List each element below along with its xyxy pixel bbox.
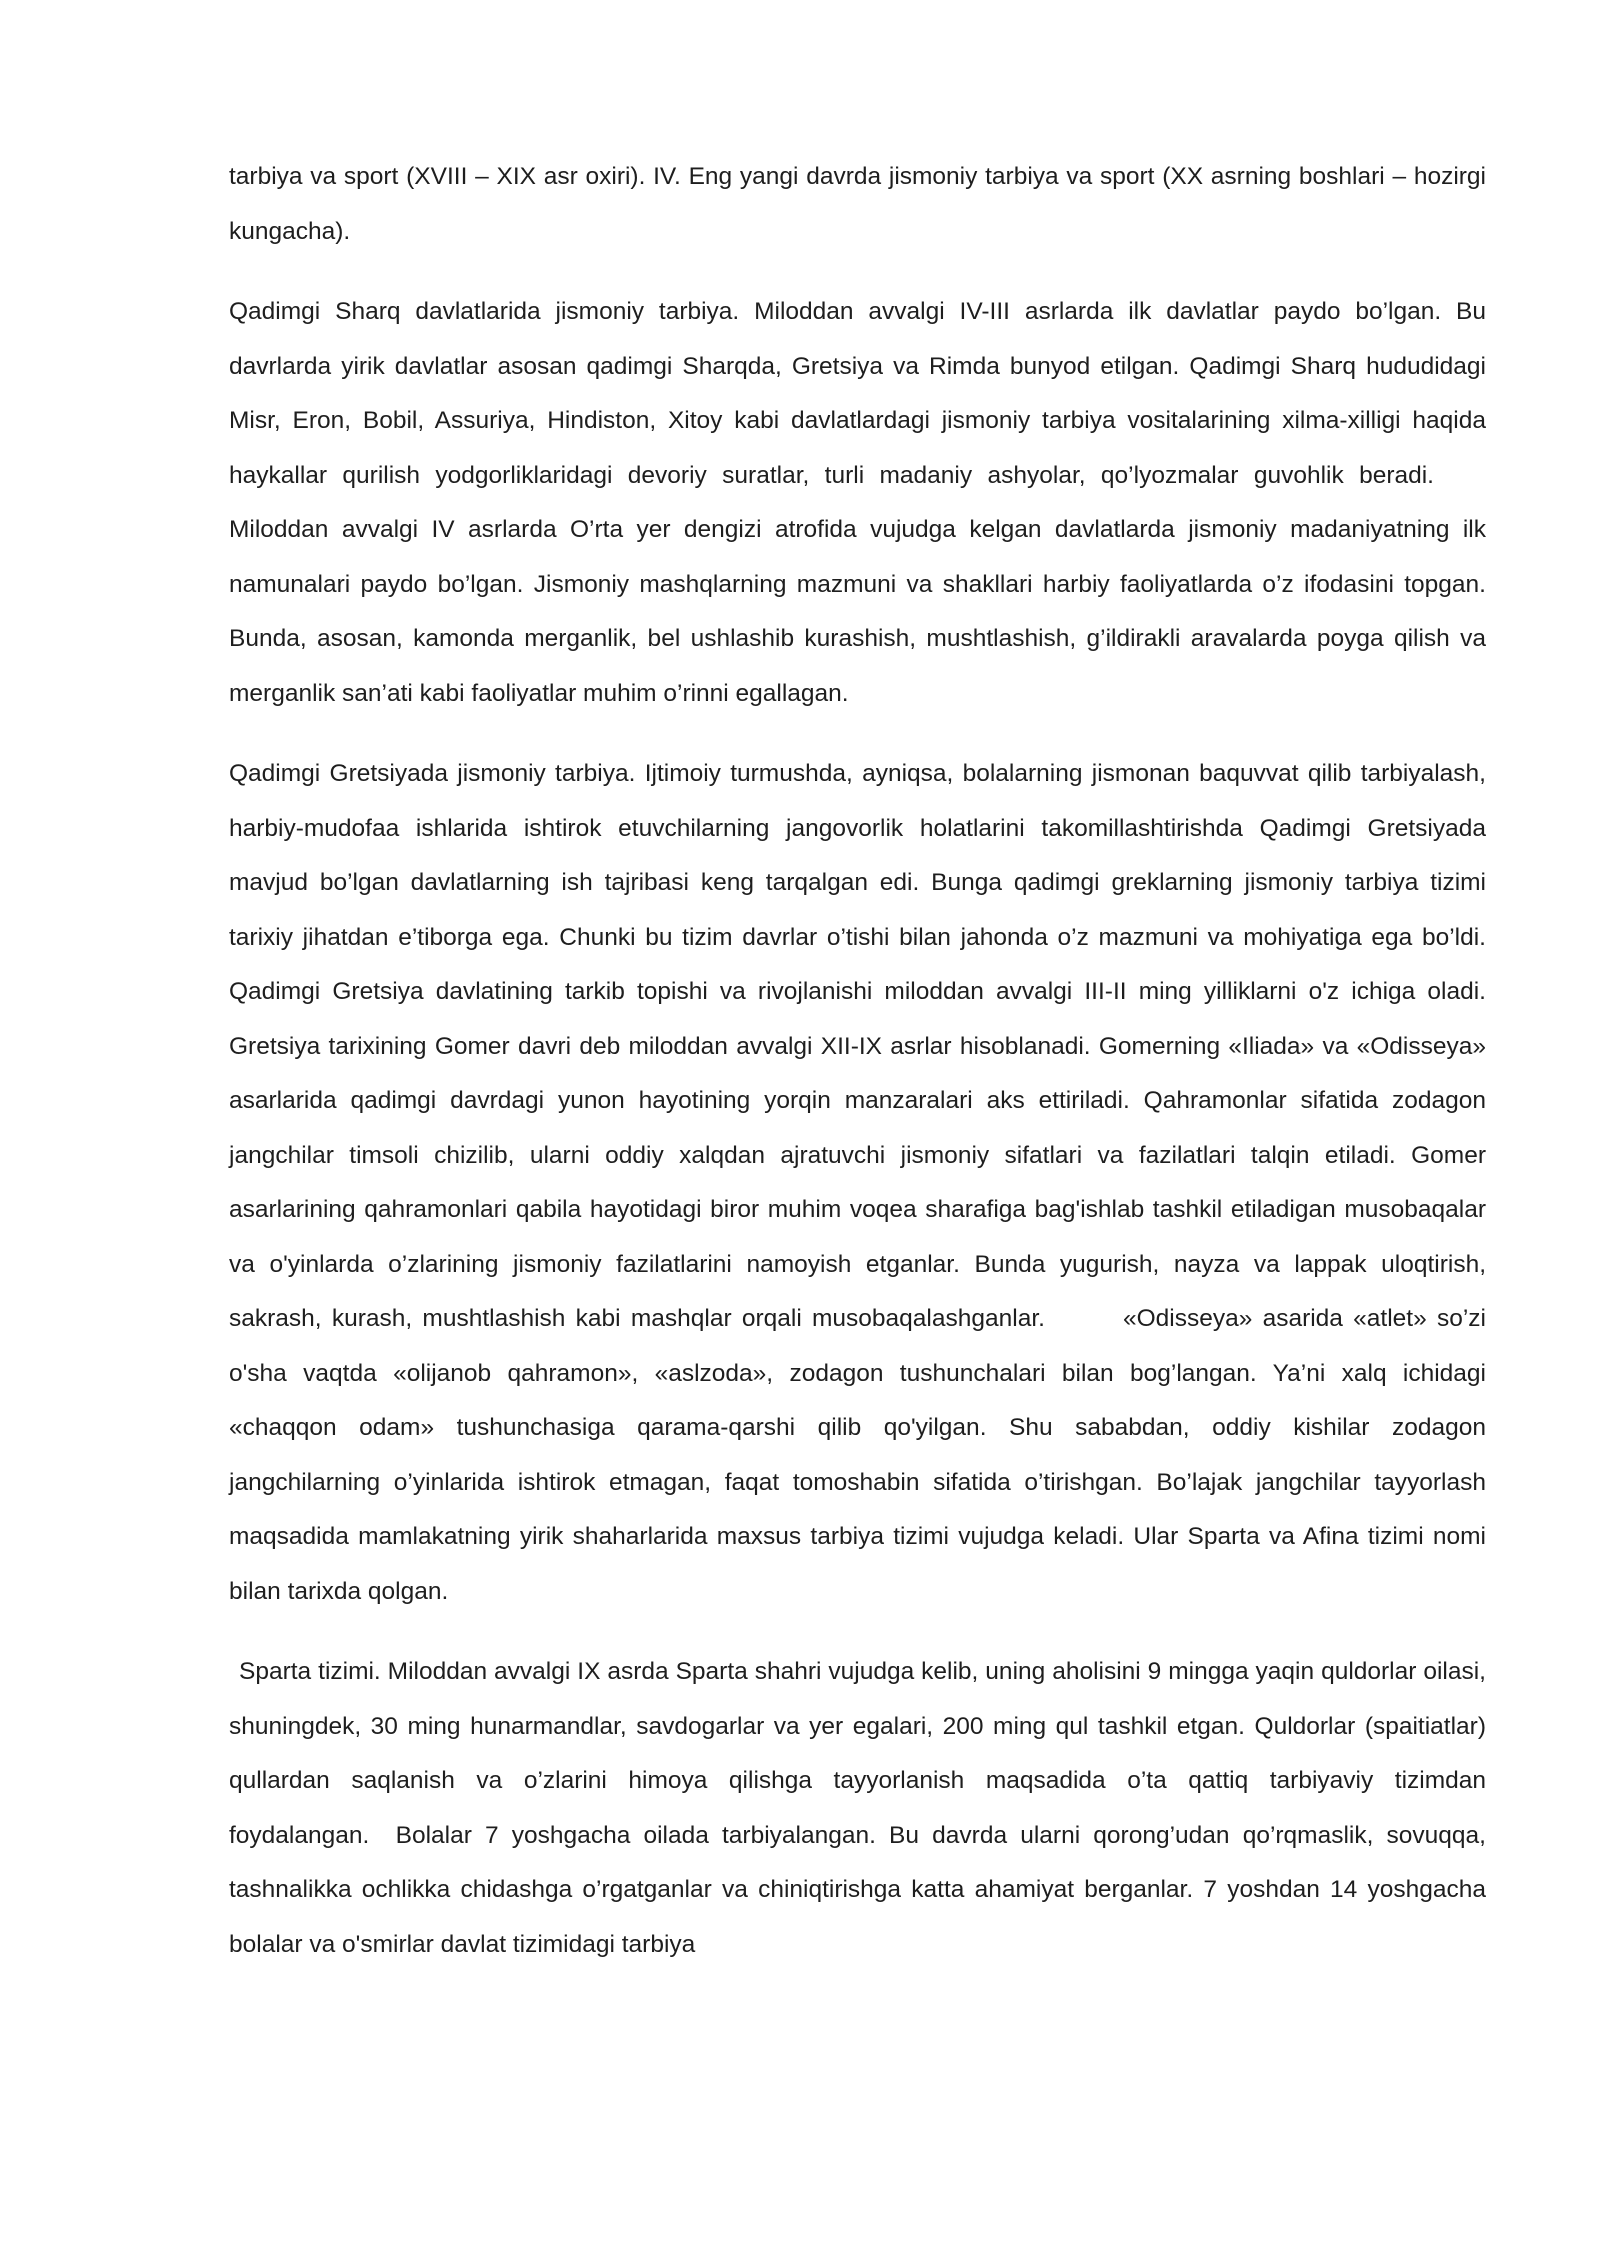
paragraph-ancient-east bbox=[229, 285, 1486, 721]
paragraph-text: Miloddan avvalgi IV asrlarda O’rta yer dengizi atrofida vujudga kelgan davlatlarda jismoniy madaniyatning ilk namunalari paydo bo’lgan. Jismoniy mashqlarning mazmuni va shakllari harbiy faoliyatlarda o’z ifodasini topgan. Bunda, asosan, kamonda merganlik, bel ushlashib kurashish, mushtlashish, g’ildirakli aravalarda poyga qilish va merganlik san’ati kabi faoliyatlar muhim o’rinni egallagan. bbox=[229, 516, 1486, 707]
paragraph-text: Sparta tizimi. Miloddan avvalgi IX asrda Sparta shahri vujudga kelib, uning aholisini 9 mingga yaqin quldorlar oilasi, shuningdek, 30 ming hunarmandlar, savdogarlar va yer egalari, 200 ming qul tashkil etgan. Quldorlar (spaitiatlar) qullardan saqlanish va o’zlarini himoya qilishga tayyorlanish maqsadida o’ta qattiq tarbiyaviy tizimdan foydalangan. bbox=[229, 1658, 1486, 1849]
paragraph-text: Bolalar 7 yoshgacha oilada tarbiyalangan. Bu davrda ularni qorong’udan qo’rqmaslik, sovuqqa, tashnalikka ochlikka chidashga o’rgatganlar va chiniqtirishga katta ahamiyat berganlar. 7 yoshdan 14 yoshgacha bolalar va o'smirlar davlat tizimidagi tarbiya bbox=[229, 1821, 1486, 1958]
paragraph-text: tarbiya va sport (XVIII – XIX asr oxiri). IV. Eng yangi davrda jismoniy tarbiya va sport (XX asrning boshlari – hozirgi kungacha). bbox=[229, 163, 1486, 245]
paragraph-periodization bbox=[229, 150, 1486, 259]
document-body bbox=[229, 150, 1486, 1972]
paragraph-ancient-greece bbox=[229, 747, 1486, 1619]
paragraph-sparta bbox=[229, 1645, 1486, 1972]
paragraph-text: Qadimgi Sharq davlatlarida jismoniy tarbiya. Miloddan avvalgi IV-III asrlarda ilk davlatlar paydo bo’lgan. Bu davrlarda yirik davlatlar asosan qadimgi Sharqda, Gretsiya va Rimda bunyod etilgan. Qadimgi Sharq hududidagi Misr, Eron, Bobil, Assuriya, Hindiston, Xitoy kabi davlatlardagi jismoniy tarbiya vositalarining xilma-xilligi haqida haykallar qurilish yodgorliklaridagi devoriy suratlar, turli madaniy ashyolar, qo’lyozmalar guvohlik beradi. bbox=[229, 298, 1486, 489]
paragraph-text: Qadimgi Gretsiyada jismoniy tarbiya. Ijtimoiy turmushda, ayniqsa, bolalarning jismonan baquvvat qilib tarbiyalash, harbiy-mudofaa ishlarida ishtirok etuvchilarning jangovorlik holatlarini takomillashtirishda Qadimgi Gretsiyada mavjud bo’lgan davlatlarning ish tajribasi keng tarqalgan edi. Bunga qadimgi greklarning jismoniy tarbiya tizimi tarixiy jihatdan e’tiborga ega. Chunki bu tizim davrlar o’tishi bilan jahonda o’z mazmuni va mohiyatiga ega bo’ldi. Qadimgi Gretsiya davlatining tarkib topishi va rivojlanishi miloddan avvalgi III-II ming yilliklarni o'z ichiga oladi. Gretsiya tarixining Gomer davri deb miloddan avvalgi XII-IX asrlar hisoblanadi. Gomerning «Iliada» va «Odisseya» asarlarida qadimgi davrdagi yunon hayotining yorqin manzaralari aks ettiriladi. Qahramonlar sifatida zodagon jangchilar timsoli chizilib, ularni oddiy xalqdan ajratuvchi jismoniy sifatlari va fazilatlari talqin etiladi. Gomer asarlarining qahramonlari qabila hayotidagi biror muhim voqea sharafiga bag'ishlab tashkil etiladigan musobaqalar va o'yinlarda o’zlarining jismoniy fazilatlarini namoyish etganlar. Bunda yugurish, nayza va lappak uloqtirish, sakrash, kurash, mushtlashish kabi mashqlar orqali musobaqalashganlar. bbox=[229, 760, 1486, 1332]
paragraph-text: «Odisseya» asarida «atlet» so’zi o'sha vaqtda «olijanob qahramon», «aslzoda», zodagon tushunchalari bilan bog’langan. Ya’ni xalq ichidagi «chaqqon odam» tushunchasiga qarama-qarshi qilib qo'yilgan. Shu sababdan, oddiy kishilar zodagon jangchilarning o’yinlarida ishtirok etmagan, faqat tomoshabin sifatida o’tirishgan. Bo’lajak jangchilar tayyorlash maqsadida mamlakatning yirik shaharlarida maxsus tarbiya tizimi vujudga keladi. Ular Sparta va Afina tizimi nomi bilan tarixda qolgan. bbox=[229, 1305, 1486, 1605]
